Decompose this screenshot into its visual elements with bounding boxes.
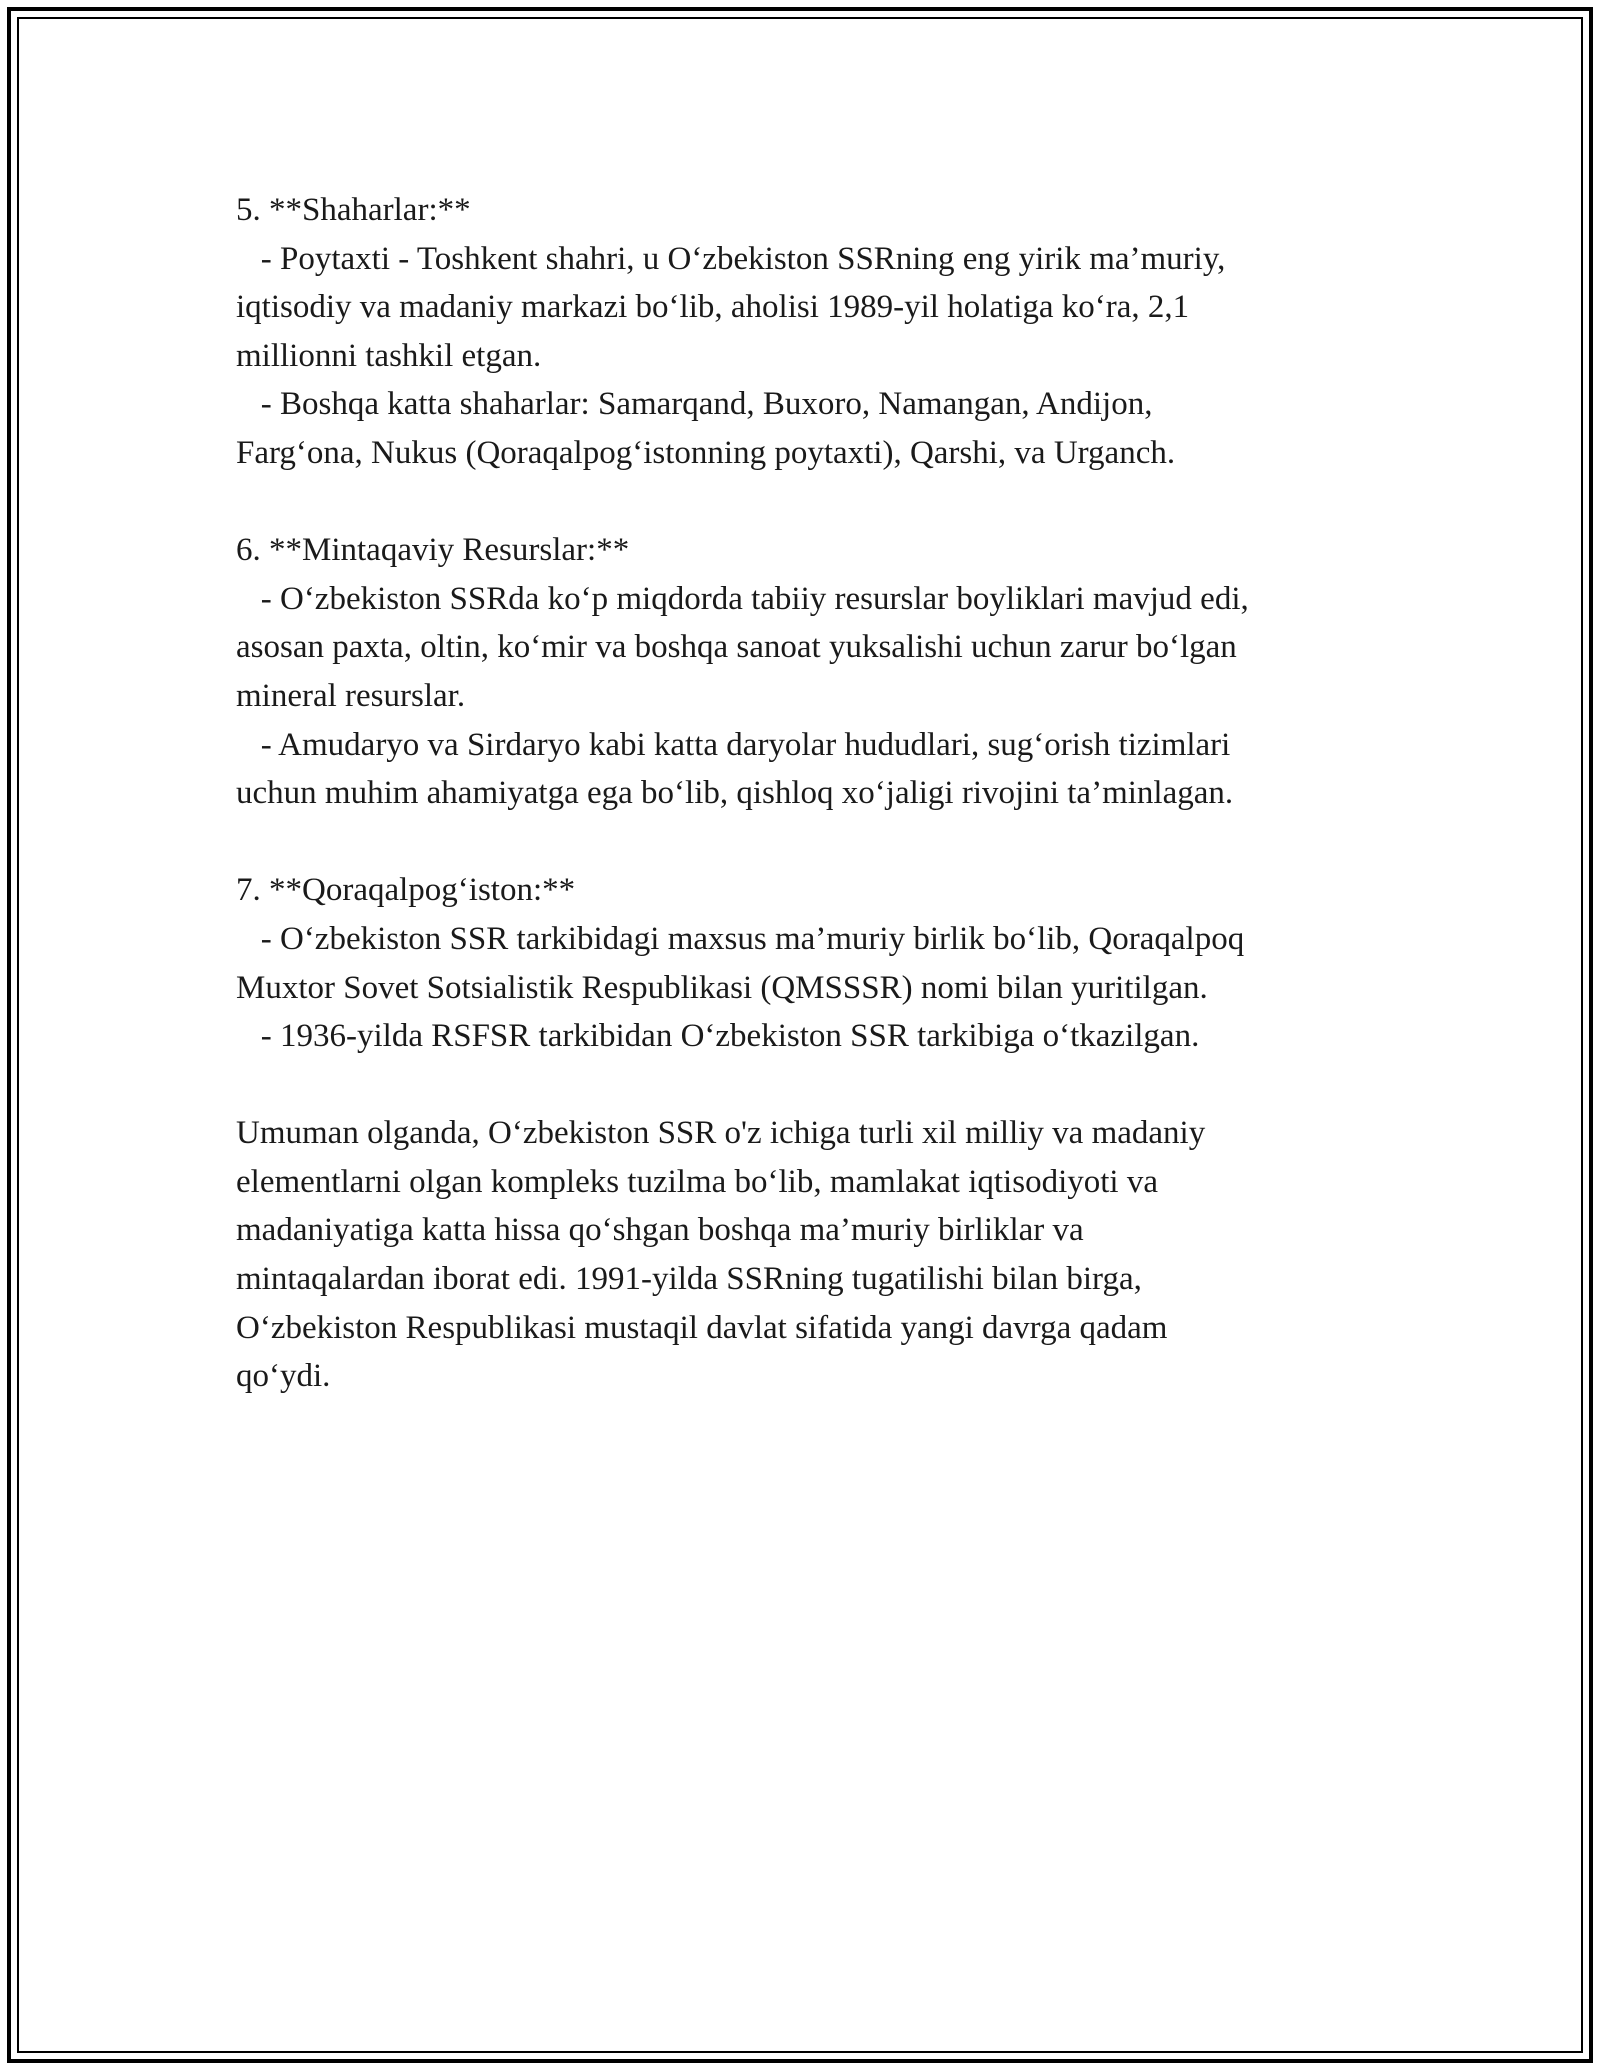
conclusion-text: Umuman olganda, O‘zbekiston SSR o'z ichiga turli xil milliy va madaniy elementlarni olgan kompleks tuzilma bo‘lib, mamlakat iqtisodiyoti va madaniyatiga katta hissa qo‘shgan boshqa ma’muriy birliklar va mintaqalardan iborat edi. 1991-yilda SSRning tugatilishi bilan birga, O‘zbekiston Respublikasi mustaqil davlat sifatida yangi davrga qadam qo‘ydi. [236,1115,1206,1395]
section-heading: 6. **Mintaqaviy Resurslar:** [236,532,630,569]
section-heading: 7. **Qoraqalpog‘iston:** [236,872,576,909]
list-item: - Poytaxti - Toshkent shahri, u O‘zbekiston SSRning eng yirik ma’muriy, iqtisodiy va madaniy markazi bo‘lib, aholisi 1989-yil holatiga ko‘ra, 2,1 millionni tashkil etgan. [236,240,1226,374]
conclusion-paragraph [236,1109,1416,1401]
list-item: - 1936-yilda RSFSR tarkibidan O‘zbekiston SSR tarkibiga o‘tkazilgan. [236,1018,1200,1055]
list-item: - Boshqa katta shaharlar: Samarqand, Buxoro, Namangan, Andijon, Farg‘ona, Nukus (Qoraqalpog‘istonning poytaxti), Qarshi, va Urganch. [236,386,1176,471]
document-body [236,186,1416,1401]
list-item: - O‘zbekiston SSR tarkibidagi maxsus ma’muriy birlik bo‘lib, Qoraqalpoq Muxtor Sovet Sotsialistik Respublikasi (QMSSSR) nomi bilan yuritilgan. [236,920,1245,1006]
list-item: - O‘zbekiston SSRda ko‘p miqdorda tabiiy resurslar boyliklari mavjud edi, asosan paxta, oltin, ko‘mir va boshqa sanoat yuksalishi uchun zarur bo‘lgan mineral resurslar. [236,580,1249,714]
paragraph-gap [236,1061,1416,1110]
section-karakalpakstan [236,866,1416,1060]
paragraph-gap [236,478,1416,527]
list-item: - Amudaryo va Sirdaryo kabi katta daryolar hududlari, sug‘orish tizimlari uchun muhim ahamiyatga ega bo‘lib, qishloq xo‘jaligi rivojini ta’minlagan. [236,726,1234,812]
section-heading: 5. **Shaharlar:** [236,192,471,228]
section-cities [236,186,1416,478]
paragraph-gap [236,818,1416,867]
section-regional-resources [236,526,1416,818]
